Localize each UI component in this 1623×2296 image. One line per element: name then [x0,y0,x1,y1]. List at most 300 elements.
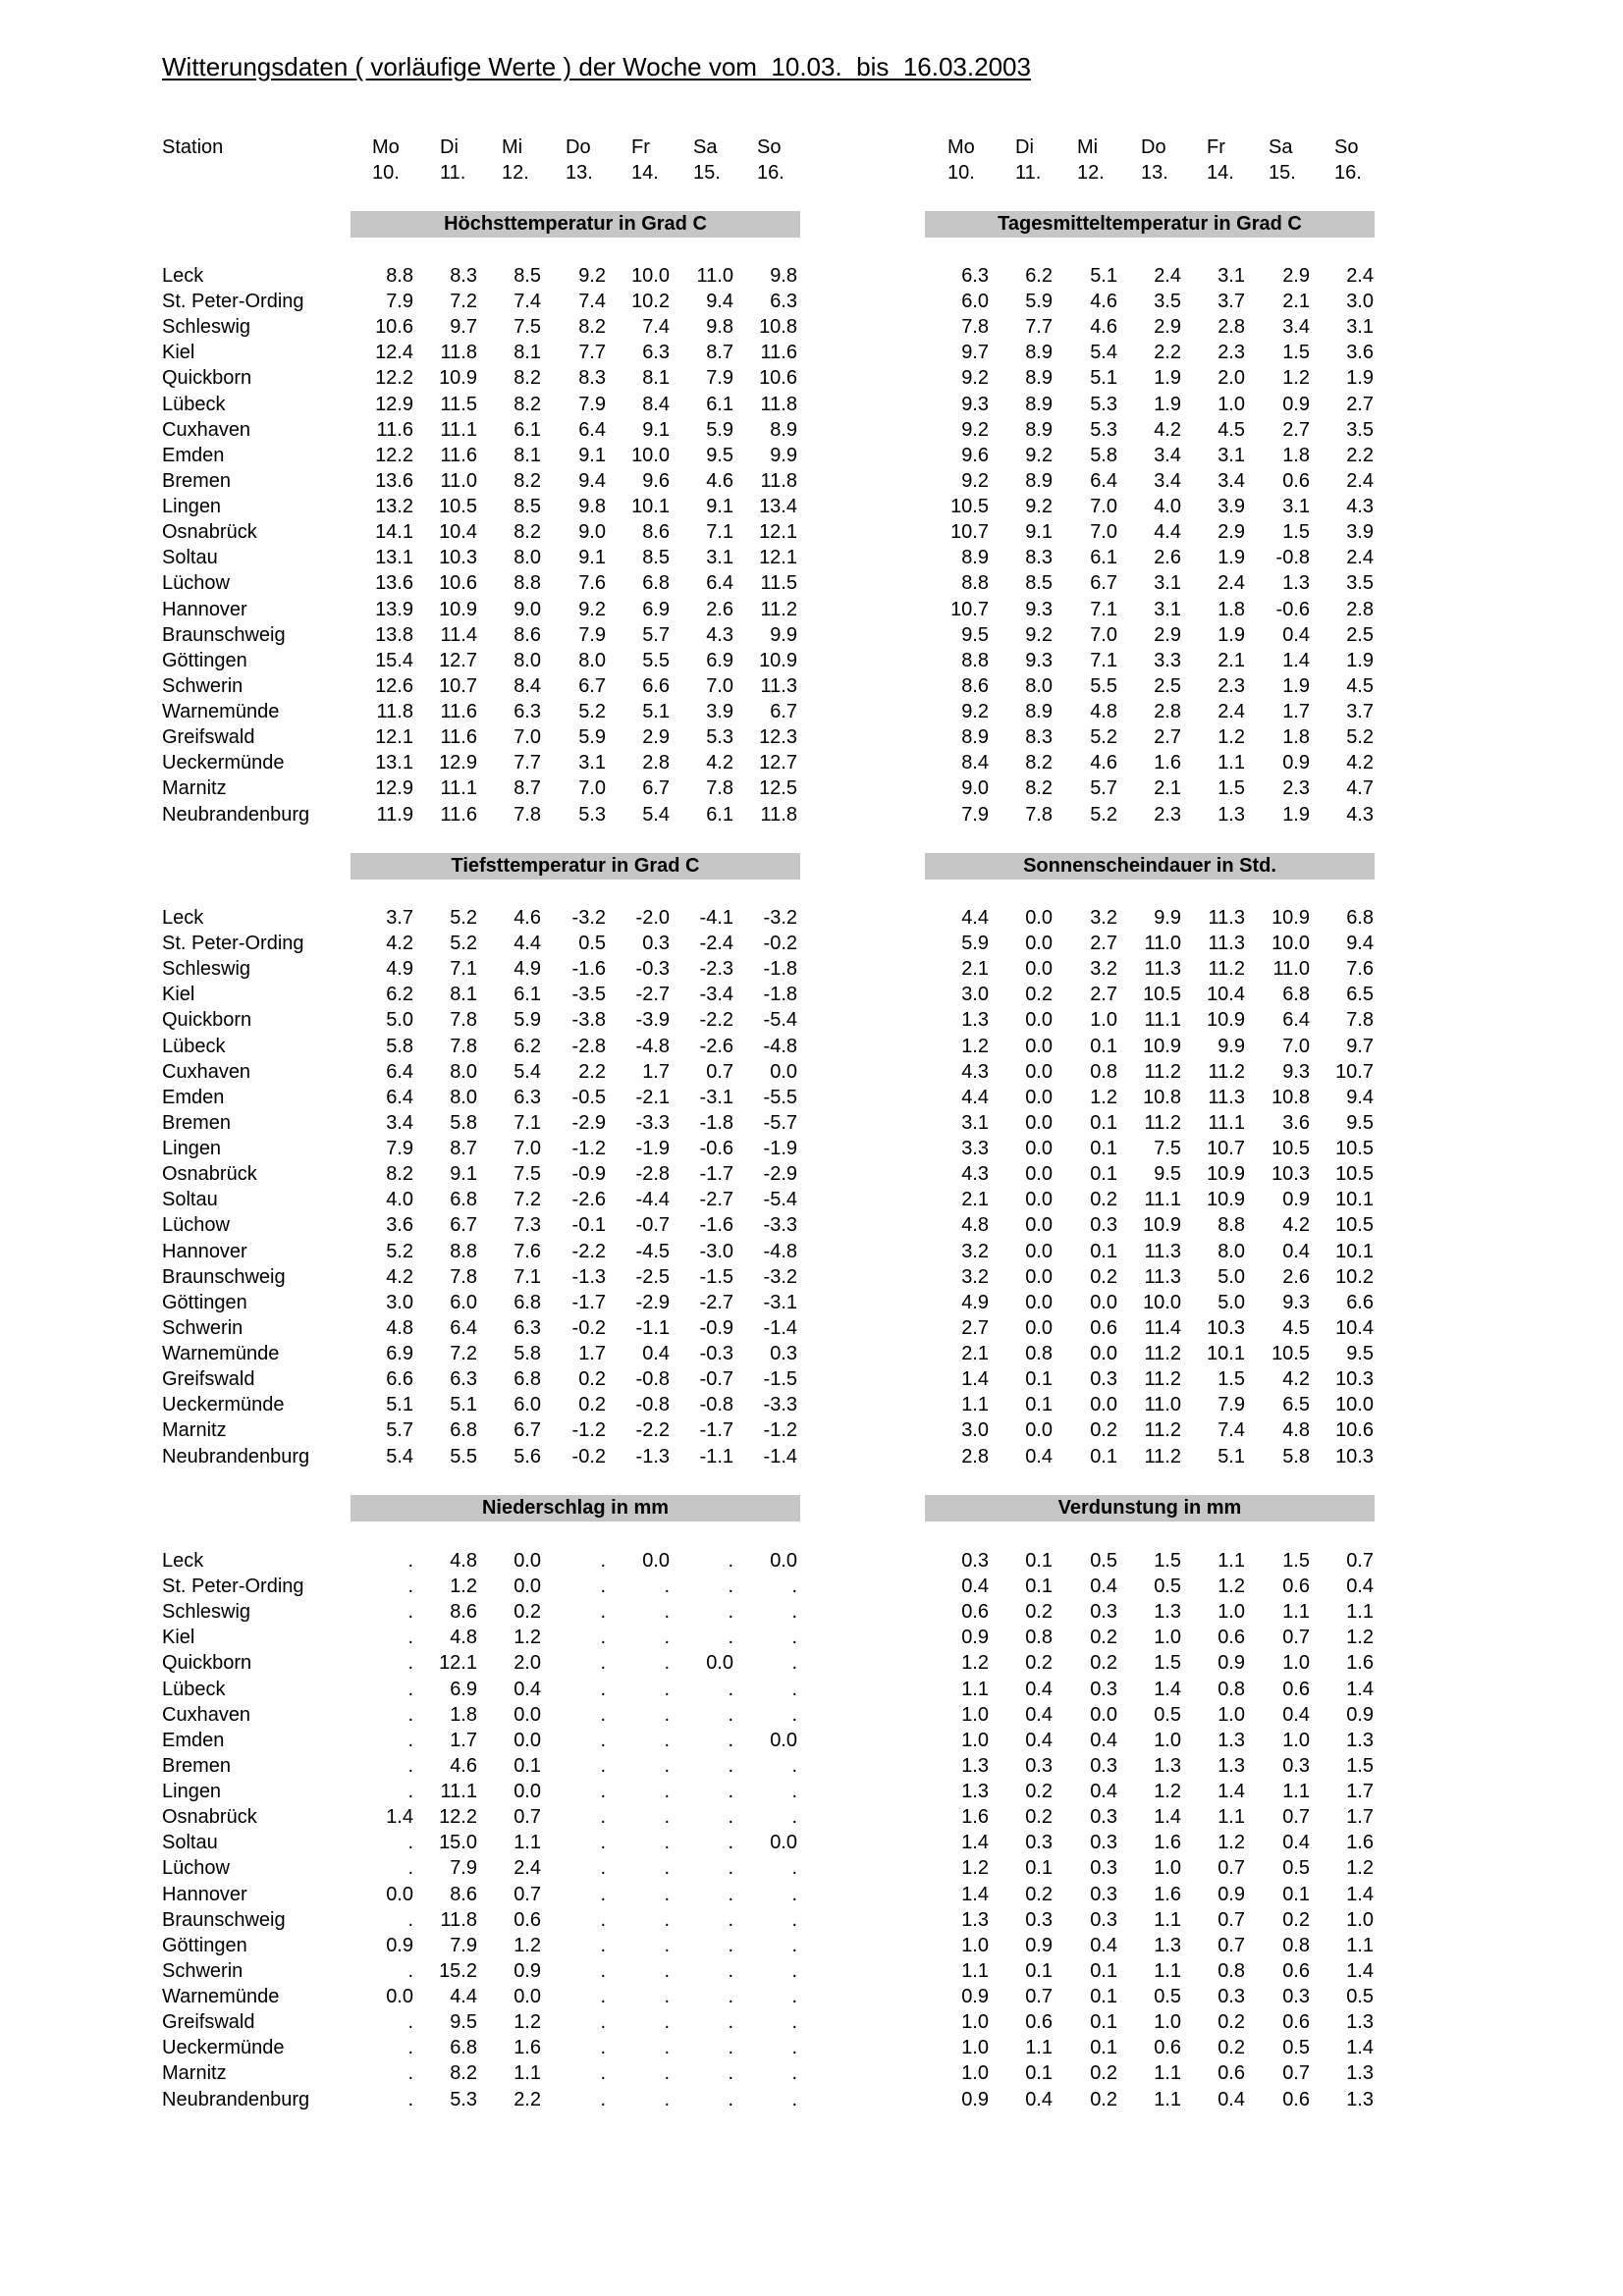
value-cell: 9.3 [1025,650,1053,671]
value-cell: 10.9 [1207,1163,1245,1185]
value-cell: 0.9 [1217,1884,1245,1905]
value-cell: 2.1 [1154,777,1181,799]
value-cell: 2.6 [1154,547,1181,568]
value-cell: 6.5 [1282,1394,1310,1415]
value-cell: . [728,1857,733,1879]
value-cell: -1.9 [763,1138,797,1159]
value-cell: . [791,1806,797,1828]
value-cell: . [600,1884,606,1905]
value-cell: -0.6 [699,1138,733,1159]
station-name: Ueckermünde [162,1394,285,1415]
value-cell: 11.6 [440,804,477,826]
value-cell: 1.2 [1217,1832,1245,1853]
value-cell: 4.2 [1282,1368,1310,1390]
value-cell: 1.3 [1217,1730,1245,1751]
section-header: Verdunstung in mm [925,1495,1375,1522]
value-cell: 4.4 [961,907,989,929]
value-cell: -2.6 [571,1189,606,1210]
value-cell: -0.8 [635,1368,670,1390]
value-cell: 2.0 [1217,367,1245,389]
value-cell: 1.1 [1154,1909,1181,1931]
value-cell: -3.2 [763,907,797,929]
value-cell: 4.3 [1346,804,1374,826]
value-cell: 6.3 [514,1317,541,1339]
value-cell: . [407,1652,413,1674]
value-cell: 1.2 [1217,1575,1245,1597]
value-cell: 0.6 [961,1601,989,1623]
value-cell: 7.0 [1282,1036,1310,1057]
value-cell: 12.1 [759,521,797,543]
value-cell: 0.0 [514,1550,541,1572]
value-cell: 8.5 [514,496,541,517]
day-header-left: Di [440,136,459,158]
value-cell: 1.8 [1217,599,1245,620]
value-cell: 11.1 [1144,1189,1181,1210]
value-cell: 10.4 [439,521,477,543]
value-cell: 2.9 [1217,521,1245,543]
value-cell: 0.6 [1025,2011,1053,2033]
value-cell: . [728,2037,733,2058]
value-cell: 1.1 [1346,1601,1374,1623]
value-cell: 3.1 [1282,496,1310,517]
value-cell: 2.4 [1217,572,1245,594]
value-cell: . [407,1679,413,1700]
value-cell: 8.5 [514,265,541,287]
date-header-right: 13. [1141,162,1168,184]
value-cell: 6.6 [642,675,670,697]
value-cell: -1.7 [699,1163,733,1185]
value-cell: 3.4 [1217,470,1245,492]
value-cell: 6.8 [450,2037,477,2058]
value-cell: 1.6 [961,1806,989,1828]
value-cell: 8.2 [514,470,541,492]
value-cell: -2.9 [763,1163,797,1185]
value-cell: -2.2 [635,1419,670,1441]
value-cell: 0.0 [770,1730,797,1751]
value-cell: 9.4 [706,291,733,312]
value-cell: -1.8 [763,984,797,1005]
station-name: Schwerin [162,1317,243,1339]
value-cell: 5.9 [961,933,989,954]
value-cell: . [664,2011,670,2033]
value-cell: 2.1 [961,1189,989,1210]
value-cell: 6.0 [450,1292,477,1313]
value-cell: 0.6 [1282,1679,1310,1700]
value-cell: 1.5 [1282,521,1310,543]
value-cell: -0.8 [699,1394,733,1415]
value-cell: -0.7 [635,1214,670,1236]
value-cell: 2.8 [642,752,670,774]
value-cell: 0.1 [1025,1575,1053,1597]
value-cell: -0.8 [1275,547,1310,568]
value-cell: 6.3 [642,342,670,363]
value-cell: 0.1 [514,1755,541,1777]
value-cell: 2.0 [514,1652,541,1674]
value-cell: 0.5 [1346,1986,1374,2007]
value-cell: 0.6 [1282,470,1310,492]
station-name: Warnemünde [162,1343,280,1364]
value-cell: 1.9 [1346,367,1374,389]
value-cell: 5.1 [642,701,670,722]
value-cell: 4.8 [450,1627,477,1648]
value-cell: 7.9 [450,1935,477,1956]
value-cell: 8.8 [450,1241,477,1262]
station-name: Leck [162,265,204,287]
value-cell: 0.0 [1025,933,1053,954]
value-cell: 3.2 [961,1241,989,1262]
value-cell: 6.8 [1346,907,1374,929]
value-cell: 0.8 [1090,1061,1117,1083]
value-cell: 0.1 [1090,1112,1117,1134]
value-cell: 1.3 [1217,1755,1245,1777]
station-name: Kiel [162,1627,195,1648]
value-cell: 5.3 [578,804,606,826]
value-cell: . [791,2089,797,2110]
value-cell: 1.0 [1154,1730,1181,1751]
value-cell: 6.4 [386,1087,413,1108]
value-cell: . [407,1704,413,1726]
value-cell: 3.7 [1346,701,1374,722]
value-cell: 4.3 [706,624,733,646]
value-cell: 1.9 [1217,547,1245,568]
value-cell: 7.7 [514,752,541,774]
value-cell: 5.8 [514,1343,541,1364]
value-cell: 8.7 [514,777,541,799]
value-cell: 11.8 [440,1909,477,1931]
value-cell: 4.4 [1154,521,1181,543]
value-cell: 8.2 [450,2062,477,2084]
value-cell: 9.1 [578,547,606,568]
value-cell: 2.2 [1154,342,1181,363]
value-cell: 7.6 [514,1241,541,1262]
value-cell: . [728,1730,733,1751]
value-cell: 9.1 [642,419,670,441]
value-cell: 9.4 [1346,933,1374,954]
value-cell: 11.2 [1144,1368,1181,1390]
value-cell: 1.4 [1346,1884,1374,1905]
value-cell: 4.8 [1282,1419,1310,1441]
value-cell: 1.8 [1282,445,1310,466]
value-cell: 3.1 [1154,599,1181,620]
day-header-left: Do [566,136,591,158]
value-cell: . [664,2089,670,2110]
value-cell: 10.5 [439,496,477,517]
value-cell: 0.0 [1025,1241,1053,1262]
value-cell: 11.6 [376,419,413,441]
value-cell: 5.6 [514,1446,541,1468]
value-cell: 8.5 [642,547,670,568]
value-cell: 0.2 [1282,1909,1310,1931]
value-cell: 7.9 [386,1138,413,1159]
value-cell: 5.2 [386,1241,413,1262]
value-cell: 10.0 [631,445,670,466]
value-cell: 2.5 [1154,675,1181,697]
value-cell: 0.6 [1217,2062,1245,2084]
value-cell: 8.0 [1025,675,1053,697]
value-cell: 0.9 [961,1627,989,1648]
section-header: Tagesmitteltemperatur in Grad C [925,211,1375,238]
value-cell: 10.6 [375,316,413,338]
value-cell: 9.9 [770,624,797,646]
value-cell: 0.2 [1025,984,1053,1005]
value-cell: 6.7 [642,777,670,799]
value-cell: 0.2 [1090,1419,1117,1441]
station-column-header: Station [162,136,224,158]
value-cell: -1.6 [699,1214,733,1236]
value-cell: 2.9 [642,726,670,748]
value-cell: 3.3 [961,1138,989,1159]
day-header-left: So [757,136,782,158]
value-cell: . [791,1884,797,1905]
value-cell: . [600,1781,606,1802]
value-cell: 6.2 [386,984,413,1005]
value-cell: 7.1 [450,958,477,980]
value-cell: 6.9 [450,1679,477,1700]
value-cell: 8.3 [450,265,477,287]
value-cell: 7.8 [514,804,541,826]
value-cell: 0.7 [514,1884,541,1905]
value-cell: 7.5 [514,1163,541,1185]
value-cell: . [728,2062,733,2084]
value-cell: 1.6 [1346,1832,1374,1853]
value-cell: 0.3 [1282,1986,1310,2007]
value-cell: 11.2 [1144,1446,1181,1468]
value-cell: 2.1 [1282,291,1310,312]
value-cell: 0.4 [1217,2089,1245,2110]
value-cell: 0.2 [578,1394,606,1415]
value-cell: 0.1 [1025,2062,1053,2084]
value-cell: 11.6 [760,342,797,363]
value-cell: -2.7 [699,1292,733,1313]
value-cell: 0.4 [1090,1575,1117,1597]
value-cell: -1.8 [763,958,797,980]
value-cell: 8.2 [578,316,606,338]
value-cell: 7.4 [1217,1419,1245,1441]
value-cell: . [407,1832,413,1853]
value-cell: 10.5 [1335,1138,1374,1159]
value-cell: 4.8 [386,1317,413,1339]
value-cell: 0.5 [1282,1857,1310,1879]
station-name: Schwerin [162,1960,243,1982]
value-cell: 1.2 [961,1857,989,1879]
day-header-left: Sa [693,136,718,158]
value-cell: 11.1 [440,1781,477,1802]
value-cell: 4.2 [706,752,733,774]
value-cell: . [407,1601,413,1623]
value-cell: -2.9 [635,1292,670,1313]
value-cell: 0.3 [1025,1909,1053,1931]
value-cell: 11.0 [1144,1394,1181,1415]
value-cell: 15.0 [439,1832,477,1853]
value-cell: 11.1 [440,419,477,441]
value-cell: -5.4 [763,1189,797,1210]
value-cell: 0.7 [1025,1986,1053,2007]
station-name: Lüchow [162,1214,230,1236]
value-cell: 1.0 [1282,1652,1310,1674]
value-cell: 0.1 [1025,1960,1053,1982]
value-cell: . [664,1679,670,1700]
value-cell: 3.7 [1217,291,1245,312]
value-cell: 11.1 [1144,1009,1181,1031]
value-cell: 3.9 [1217,496,1245,517]
value-cell: 7.0 [578,777,606,799]
value-cell: 11.8 [760,470,797,492]
value-cell: 0.1 [1090,1986,1117,2007]
value-cell: 1.1 [514,2062,541,2084]
value-cell: 12.7 [439,650,477,671]
value-cell: 4.4 [450,1986,477,2007]
value-cell: 5.7 [1090,777,1117,799]
station-name: Greifswald [162,1368,255,1390]
value-cell: 3.1 [1154,572,1181,594]
value-cell: 0.9 [961,1986,989,2007]
value-cell: 5.9 [1025,291,1053,312]
value-cell: 15.4 [375,650,413,671]
value-cell: 0.1 [1090,1036,1117,1057]
value-cell: 0.2 [514,1601,541,1623]
value-cell: 2.8 [1154,701,1181,722]
value-cell: 9.7 [1346,1036,1374,1057]
value-cell: 1.2 [514,1935,541,1956]
station-name: Lüchow [162,1857,230,1879]
value-cell: -2.8 [635,1163,670,1185]
value-cell: 9.2 [961,701,989,722]
value-cell: 9.2 [1025,624,1053,646]
value-cell: -4.1 [699,907,733,929]
value-cell: 9.8 [770,265,797,287]
value-cell: 1.7 [1282,701,1310,722]
value-cell: 10.1 [1335,1189,1374,1210]
value-cell: 7.7 [1025,316,1053,338]
value-cell: . [600,2037,606,2058]
value-cell: 1.0 [1217,1704,1245,1726]
value-cell: 8.1 [450,984,477,1005]
value-cell: 5.8 [450,1112,477,1134]
value-cell: 8.8 [961,650,989,671]
station-name: Warnemünde [162,1986,280,2007]
value-cell: 6.1 [1090,547,1117,568]
value-cell: 0.0 [770,1061,797,1083]
value-cell: 4.6 [1090,316,1117,338]
value-cell: 10.3 [439,547,477,568]
value-cell: 10.9 [439,599,477,620]
value-cell: 1.2 [961,1036,989,1057]
value-cell: 1.3 [1346,1730,1374,1751]
value-cell: . [728,1806,733,1828]
value-cell: 1.0 [961,2011,989,2033]
value-cell: 8.2 [514,521,541,543]
value-cell: 2.7 [1154,726,1181,748]
value-cell: 2.2 [578,1061,606,1083]
value-cell: 1.9 [1154,394,1181,415]
value-cell: . [728,1960,733,1982]
value-cell: 5.9 [706,419,733,441]
value-cell: 1.5 [1154,1550,1181,1572]
value-cell: 1.6 [1154,1832,1181,1853]
value-cell: . [728,1755,733,1777]
value-cell: 0.5 [1090,1550,1117,1572]
value-cell: -3.0 [699,1241,733,1262]
value-cell: 1.7 [642,1061,670,1083]
value-cell: 8.1 [514,445,541,466]
station-name: Hannover [162,1884,247,1905]
value-cell: -1.9 [635,1138,670,1159]
value-cell: 0.0 [1090,1343,1117,1364]
station-name: Warnemünde [162,701,280,722]
value-cell: 6.8 [450,1189,477,1210]
value-cell: 1.4 [961,1368,989,1390]
value-cell: . [600,1652,606,1674]
day-header-right: Fr [1207,136,1225,158]
value-cell: -3.4 [699,984,733,1005]
value-cell: 5.7 [386,1419,413,1441]
value-cell: 5.1 [450,1394,477,1415]
value-cell: 6.1 [706,804,733,826]
value-cell: 4.8 [450,1550,477,1572]
value-cell: 0.1 [1025,1550,1053,1572]
value-cell: . [407,1575,413,1597]
value-cell: 0.0 [386,1884,413,1905]
value-cell: . [664,2037,670,2058]
value-cell: 12.5 [759,777,797,799]
value-cell: 1.7 [450,1730,477,1751]
value-cell: . [791,1679,797,1700]
value-cell: 4.4 [514,933,541,954]
value-cell: 11.8 [376,701,413,722]
date-header-right: 14. [1207,162,1234,184]
value-cell: 0.1 [1090,1241,1117,1262]
station-name: Osnabrück [162,1163,257,1185]
value-cell: 8.9 [1025,342,1053,363]
value-cell: 8.8 [514,572,541,594]
value-cell: 0.4 [1090,1935,1117,1956]
value-cell: 5.4 [514,1061,541,1083]
value-cell: 7.8 [450,1266,477,1288]
value-cell: 6.8 [1282,984,1310,1005]
value-cell: -2.7 [635,984,670,1005]
value-cell: 0.2 [1025,1884,1053,1905]
value-cell: . [664,2062,670,2084]
value-cell: 3.0 [1346,291,1374,312]
value-cell: 11.4 [440,624,477,646]
value-cell: . [664,1755,670,1777]
value-cell: 10.8 [1143,1087,1181,1108]
value-cell: -5.5 [763,1087,797,1108]
value-cell: . [407,1627,413,1648]
value-cell: 0.4 [1282,1832,1310,1853]
value-cell: 7.9 [961,804,989,826]
value-cell: 0.7 [1217,1909,1245,1931]
value-cell: 6.7 [1090,572,1117,594]
value-cell: 11.0 [1272,958,1310,980]
value-cell: 3.0 [961,1419,989,1441]
value-cell: 1.0 [1154,1627,1181,1648]
value-cell: 1.4 [1154,1679,1181,1700]
station-name: Quickborn [162,367,252,389]
value-cell: 1.6 [1154,1884,1181,1905]
value-cell: . [664,1857,670,1879]
value-cell: 7.5 [514,316,541,338]
value-cell: 3.1 [1346,316,1374,338]
value-cell: -1.5 [763,1368,797,1390]
value-cell: . [728,1781,733,1802]
value-cell: 7.9 [386,291,413,312]
value-cell: -0.3 [699,1343,733,1364]
value-cell: 11.2 [760,599,797,620]
value-cell: 9.8 [706,316,733,338]
value-cell: 7.9 [578,624,606,646]
value-cell: 10.4 [1207,984,1245,1005]
